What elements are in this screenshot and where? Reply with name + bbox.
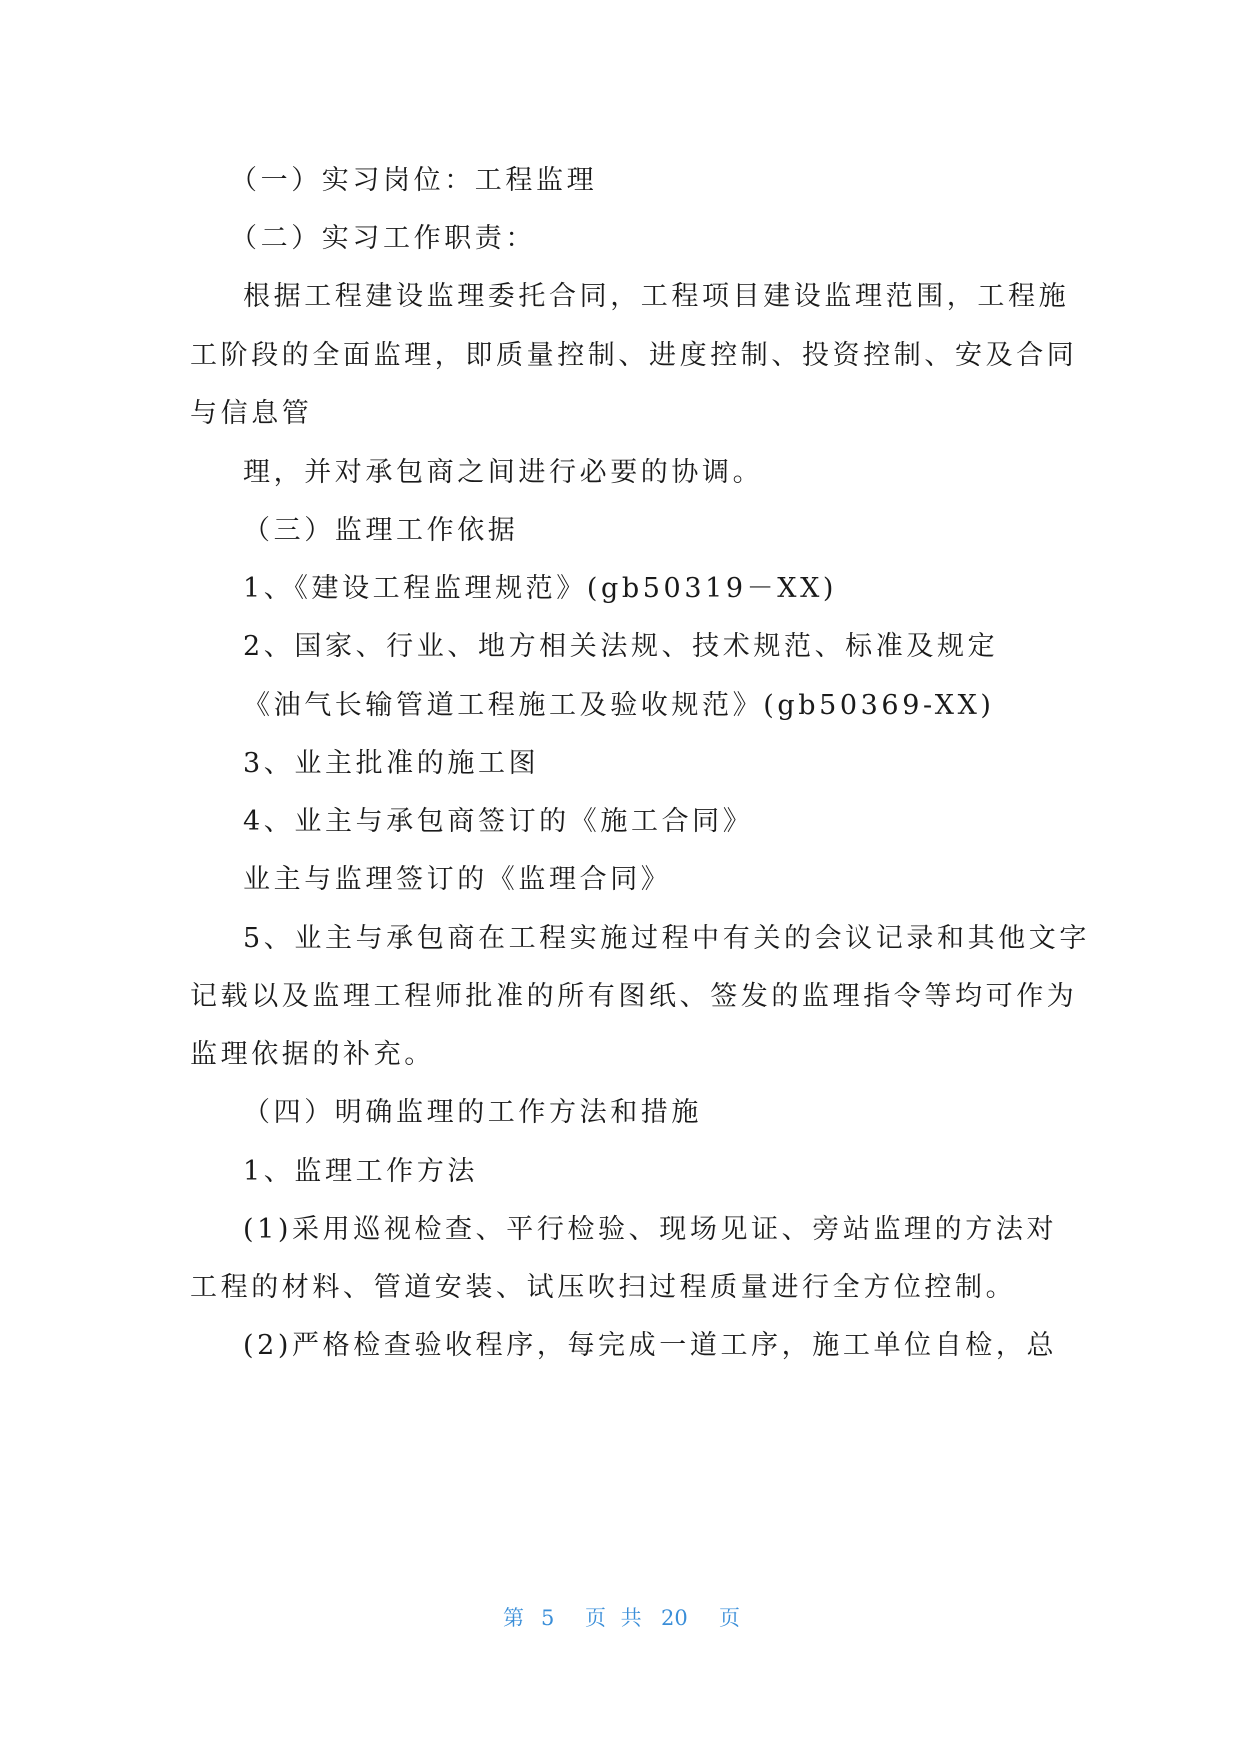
paragraph-line: 工程的材料、管道安装、试压吹扫过程质量进行全方位控制。: [190, 1272, 1017, 1303]
footer-page-prefix: 第: [503, 1606, 524, 1630]
footer-current-page: 5: [541, 1606, 555, 1630]
paragraph-line: （三）监理工作依据: [243, 515, 519, 546]
paragraph-line: （二）实习工作职责：: [230, 223, 536, 254]
footer-page-suffix: 页: [719, 1606, 740, 1630]
paragraph-line: (1)采用巡视检查、平行检验、现场见证、旁站监理的方法对: [243, 1214, 1058, 1245]
paragraph-line: 5、业主与承包商在工程实施过程中有关的会议记录和其他文字: [243, 923, 1090, 954]
paragraph-line: 1、监理工作方法: [243, 1156, 478, 1187]
footer-total-pages: 20: [661, 1606, 688, 1630]
paragraph-line: (2)严格检查验收程序，每完成一道工序，施工单位自检，总: [243, 1330, 1058, 1361]
paragraph-line: 3、业主批准的施工图: [243, 748, 540, 779]
footer-page-middle: 页 共: [585, 1606, 646, 1630]
paragraph-line: 记载以及监理工程师批准的所有图纸、签发的监理指令等均可作为: [190, 981, 1078, 1012]
paragraph-line: 《油气长输管道工程施工及验收规范》(gb50369-XX): [243, 690, 995, 721]
paragraph-line: 1、《建设工程监理规范》(gb50319－XX): [243, 573, 838, 604]
paragraph-line: 监理依据的补充。: [190, 1039, 435, 1070]
paragraph-line: 2、国家、行业、地方相关法规、技术规范、标准及规定: [243, 631, 999, 662]
paragraph-line: 理，并对承包商之间进行必要的协调。: [243, 457, 764, 488]
paragraph-line: （四）明确监理的工作方法和措施: [243, 1097, 702, 1128]
paragraph-line: 与信息管: [190, 398, 313, 429]
paragraph-line: 4、业主与承包商签订的《施工合同》: [243, 806, 754, 837]
paragraph-line: 工阶段的全面监理，即质量控制、进度控制、投资控制、安及合同: [190, 340, 1078, 371]
paragraph-line: 业主与监理签订的《监理合同》: [243, 864, 672, 895]
paragraph-line: （一）实习岗位：工程监理: [230, 165, 598, 196]
paragraph-line: 根据工程建设监理委托合同，工程项目建设监理范围，工程施: [243, 281, 1070, 312]
